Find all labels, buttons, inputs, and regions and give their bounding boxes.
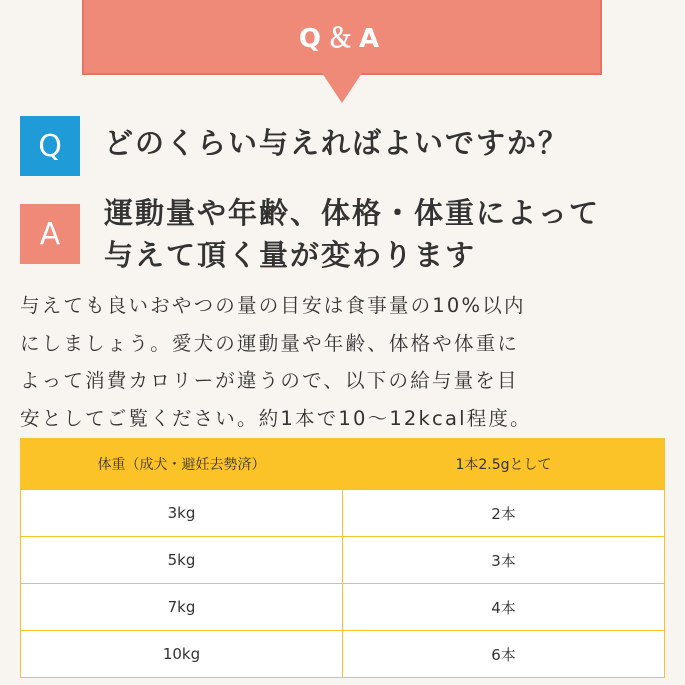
qa-banner-pointer (322, 73, 362, 103)
dose-table (20, 438, 665, 678)
answer-body-line: よって消費カロリーが違うので、以下の給与量を目 (20, 369, 519, 392)
answer-body (20, 287, 680, 437)
cell-amount: 2本 (343, 490, 665, 537)
answer-body-line: にしましょう。愛犬の運動量や年齢、体格や体重に (20, 331, 520, 355)
table-row (21, 631, 665, 678)
table-row (21, 537, 665, 584)
answer-title-line: 運動量や年齢、体格・体重によって (104, 196, 601, 230)
header-amount: 1本2.5gとして (343, 439, 665, 490)
table-header-row (21, 439, 665, 490)
cell-weight: 7kg (21, 584, 343, 631)
cell-amount: 4本 (343, 584, 665, 631)
question-badge: Q (20, 116, 80, 176)
header-weight: 体重（成犬・避妊去勢済） (21, 439, 343, 490)
cell-amount: 6本 (343, 631, 665, 678)
question-text: どのくらい与えればよいですか？ (104, 126, 570, 160)
answer-body-line: 与えても良いおやつの量の目安は食事量の10%以内 (20, 294, 526, 317)
qa-banner-label: Q＆A (298, 24, 386, 54)
qa-banner (82, 0, 602, 75)
answer-title-line: 与えて頂く量が変わります (104, 238, 477, 272)
answer-title (104, 192, 679, 276)
table-row (21, 490, 665, 537)
answer-badge: A (20, 204, 80, 264)
cell-weight: 5kg (21, 537, 343, 584)
cell-amount: 3本 (343, 537, 665, 584)
cell-weight: 10kg (21, 631, 343, 678)
answer-body-line: 安としてご覧ください。約1本で10〜12kcal程度。 (20, 406, 532, 430)
table-row (21, 584, 665, 631)
cell-weight: 3kg (21, 490, 343, 537)
